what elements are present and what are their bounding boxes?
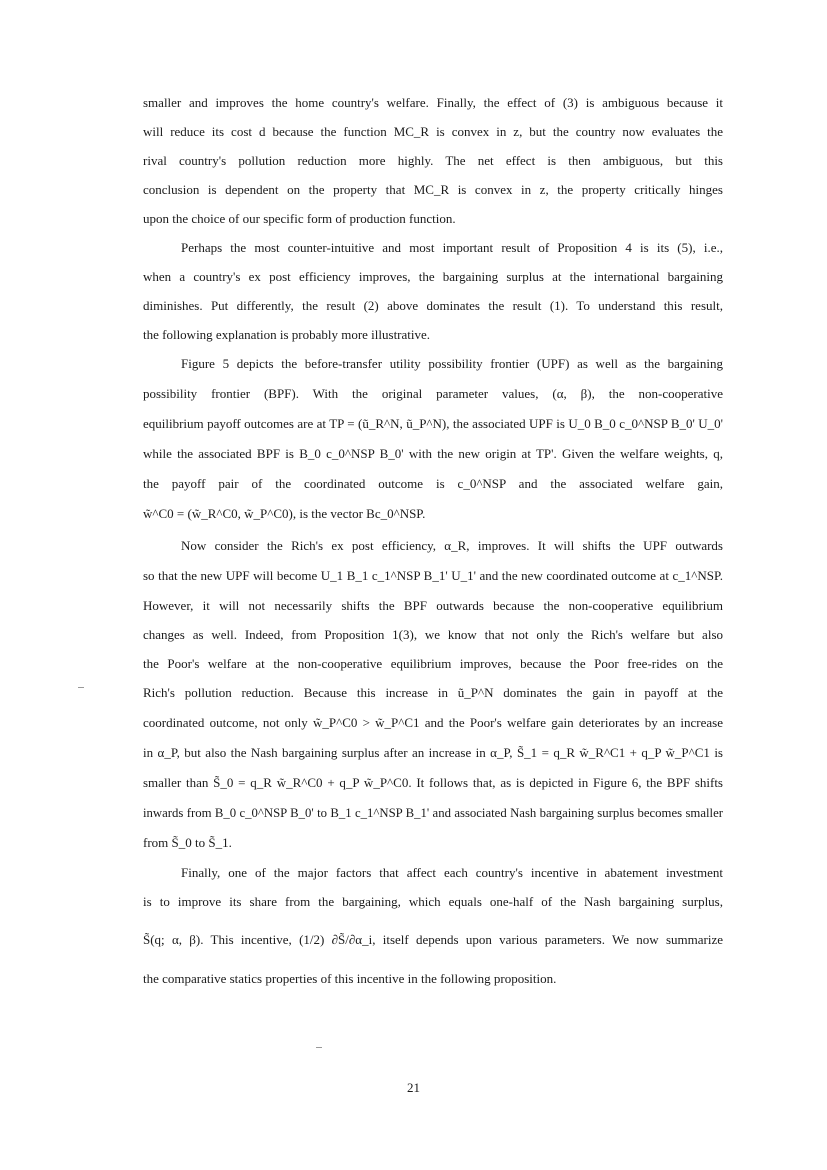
margin-mark — [316, 1047, 322, 1048]
text-line: However, it will not necessarily shifts the BPF outwards because the non-cooperative equilibrium — [143, 598, 723, 613]
text-line: from S̃_0 to S̃_1. — [143, 835, 232, 850]
text-line: smaller than S̃_0 = q_R w̃_R^C0 + q_P w̃_P^C0. It follows that, as is depicted in Figure 6, the BPF shifts — [143, 775, 723, 790]
text-line: smaller and improves the home country's welfare. Finally, the effect of (3) is ambiguous because it — [143, 95, 723, 110]
text-line: coordinated outcome, not only w̃_P^C0 > w̃_P^C1 and the Poor's welfare gain deteriorates by an increase — [143, 715, 723, 730]
text-line: conclusion is dependent on the property that MC_R is convex in z, the property critically hinges — [143, 182, 723, 197]
text-line: when a country's ex post efficiency improves, the bargaining surplus at the international bargaining — [143, 269, 723, 284]
text-line: S̃(q; α, β). This incentive, (1/2) ∂S̃/∂α_i, itself depends upon various parameters. We now summarize — [143, 932, 723, 947]
text-line: changes as well. Indeed, from Proposition 1(3), we know that not only the Rich's welfare but also — [143, 627, 723, 642]
text-line: inwards from B_0 c_0^NSP B_0' to B_1 c_1^NSP B_1' and associated Nash bargaining surplus becomes smaller — [143, 806, 723, 820]
text-line: the payoff pair of the coordinated outcome is c_0^NSP and the associated welfare gain, — [143, 476, 723, 491]
text-line: upon the choice of our specific form of production function. — [143, 211, 456, 226]
text-line: rival country's pollution reduction more highly. The net effect is then ambiguous, but this — [143, 153, 723, 168]
text-line: Rich's pollution reduction. Because this increase in ũ_P^N dominates the gain in payoff at the — [143, 685, 723, 700]
text-line: w̃^C0 = (w̃_R^C0, w̃_P^C0), is the vector Bc_0^NSP. — [143, 506, 426, 521]
paragraph-first-line: Now consider the Rich's ex post efficiency, α_R, improves. It will shifts the UPF outwards — [181, 538, 723, 553]
paragraph-first-line: Finally, one of the major factors that affect each country's incentive in abatement investment — [181, 865, 723, 880]
text-line: will reduce its cost d because the function MC_R is convex in z, but the country now evaluates the — [143, 124, 723, 139]
text-line: the following explanation is probably more illustrative. — [143, 327, 431, 342]
page-body — [143, 88, 723, 993]
paragraph-first-line: Figure 5 depicts the before-transfer utility possibility frontier (UPF) as well as the bargaining — [181, 356, 723, 371]
text-line: diminishes. Put differently, the result (2) above dominates the result (1). To understand this result, — [143, 298, 723, 313]
margin-mark — [78, 687, 84, 688]
text-line: equilibrium payoff outcomes are at TP = (ũ_R^N, ũ_P^N), the associated UPF is U_0 B_0 c_0^NSP B_0' U_0' — [143, 416, 723, 431]
paragraph-first-line: Perhaps the most counter-intuitive and most important result of Proposition 4 is its (5), i.e., — [181, 240, 723, 255]
text-line: so that the new UPF will become U_1 B_1 c_1^NSP B_1' U_1' and the new coordinated outcome at c_1^NSP. — [143, 568, 723, 583]
text-line: possibility frontier (BPF). With the original parameter values, (α, β), the non-cooperative — [143, 386, 723, 401]
text-line: is to improve its share from the bargaining, which equals one-half of the Nash bargaining surplus, — [143, 894, 723, 909]
text-line: the comparative statics properties of this incentive in the following proposition. — [143, 971, 557, 986]
text-line: in α_P, but also the Nash bargaining surplus after an increase in α_P, S̃_1 = q_R w̃_R^C1 + q_P w̃_P^C1 is — [143, 745, 723, 760]
text-line: while the associated BPF is B_0 c_0^NSP B_0' with the new origin at TP'. Given the welfare weights, q, — [143, 446, 723, 461]
text-line: the Poor's welfare at the non-cooperative equilibrium improves, because the Poor free-rides on the — [143, 656, 723, 671]
page-number: 21 — [407, 1080, 420, 1095]
